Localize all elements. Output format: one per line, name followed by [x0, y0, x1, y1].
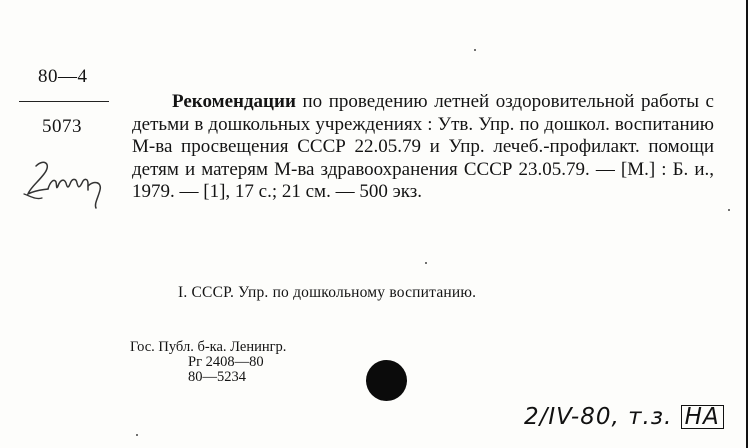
- handwritten-date-note: [524, 404, 724, 430]
- handwritten-date-text: 2/IV-80, т.з.: [524, 404, 673, 430]
- paper-speck: [136, 434, 138, 436]
- bibliographic-entry: [132, 91, 714, 204]
- paper-speck: [474, 49, 476, 51]
- library-number: Рг 2408—80: [188, 354, 264, 370]
- entry-heading: Рекомендации: [172, 91, 296, 112]
- paper-speck: [728, 209, 730, 211]
- handwritten-signature-mark: [22, 156, 118, 210]
- classification-code: 5073: [42, 116, 82, 137]
- classification-divider: [19, 101, 109, 102]
- library-code: 80—5234: [188, 369, 246, 385]
- library-stamp-block: [130, 340, 286, 385]
- card-edge: [746, 0, 748, 448]
- paper-speck: [425, 262, 427, 264]
- classification-number: 80—4: [38, 66, 88, 87]
- subject-tracing: I. СССР. Упр. по дошкольному воспитанию.: [178, 284, 477, 301]
- entry-body: по проведению летней оздоровительной работы с детьми в дошкольных учреждениях : Утв. Упр. по дошкол. воспитанию М-ва просвещения СССР 22.05.79 и Упр. лечеб.-профилакт. помощи детям и матерям М-ва здравоохранения СССР 23.05.79. — [М.] : Б. и., 1979. — [1], 17 с.; 21 см. — 500 экз.: [132, 91, 714, 202]
- library-name: Гос. Публ. б-ка. Ленингр.: [130, 339, 287, 355]
- punched-hole: [366, 360, 407, 401]
- entry-paragraph: [132, 91, 714, 204]
- handwritten-initials-box: НА: [681, 405, 724, 429]
